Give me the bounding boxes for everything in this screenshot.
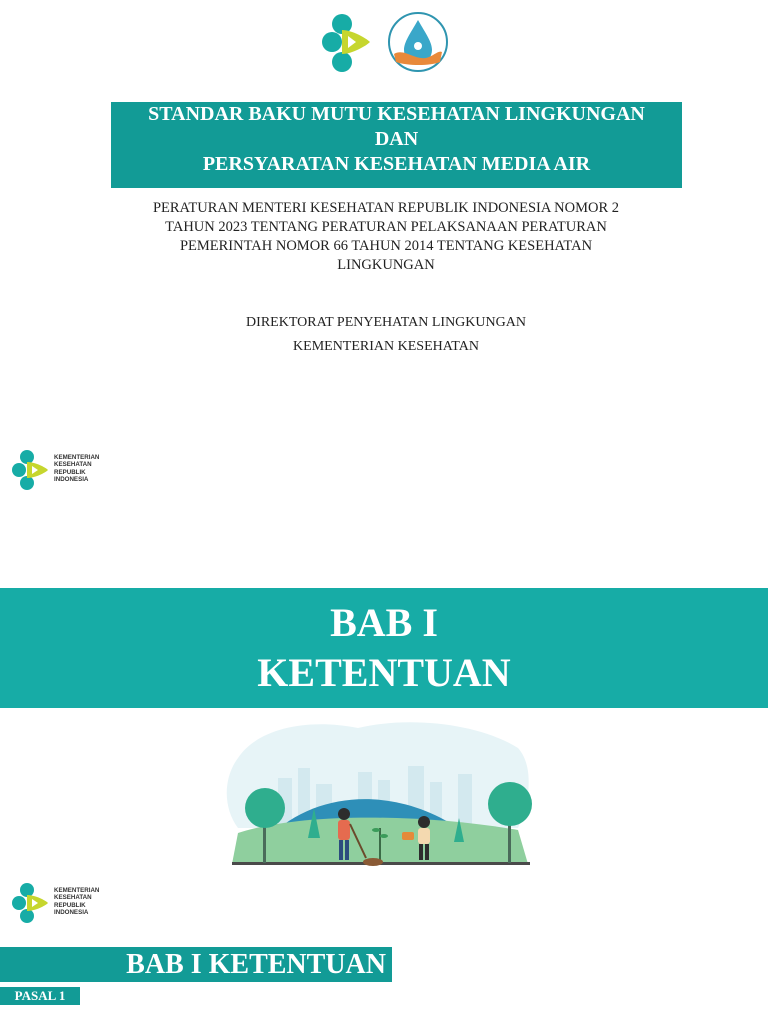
regulation-text — [120, 199, 652, 275]
logo-line: KESEHATAN — [54, 461, 92, 469]
logo-line: REPUBLIK — [54, 901, 86, 909]
logo-line: INDONESIA — [54, 909, 89, 917]
regulation-line-3: PEMERINTAH NOMOR 66 TAHUN 2014 TENTANG KESEHATAN — [179, 238, 593, 254]
logo-line: KEMENTERIAN — [54, 454, 100, 461]
logo-line: KEMENTERIAN — [54, 887, 100, 894]
chapter-number: BAB I — [330, 600, 438, 645]
directorate-name: DIREKTORAT PENYEHATAN LINGKUNGAN — [246, 315, 526, 330]
logo-line: INDONESIA — [54, 476, 89, 484]
section-title: BAB I KETENTUAN — [126, 949, 386, 980]
kemenkes-emblem-icon — [322, 14, 370, 72]
regulation-line-2: TAHUN 2023 TENTANG PERATURAN PELAKSANAAN PERATURAN — [165, 219, 607, 235]
regulation-line-4: LINGKUNGAN — [337, 257, 435, 273]
tree-planting-illustration — [218, 718, 538, 870]
regulation-line-1: PERATURAN MENTERI KESEHATAN REPUBLIK INDONESIA NOMOR 2 — [152, 200, 620, 216]
top-logos — [318, 10, 458, 76]
title-line-3: PERSYARATAN KESEHATAN MEDIA AIR — [202, 153, 591, 175]
kemenkes-emblem-icon — [10, 881, 52, 925]
kemenkes-logo-text — [54, 887, 99, 917]
title-line-1: STANDAR BAKU MUTU KESEHATAN LINGKUNGAN — [148, 103, 645, 125]
section-title-band — [0, 947, 392, 982]
logo-line: KESEHATAN — [54, 894, 92, 902]
title-band — [111, 102, 682, 188]
kemenkes-emblem-icon — [10, 448, 52, 492]
chapter-band — [0, 588, 768, 708]
water-drop-emblem-icon — [389, 13, 447, 71]
logo-line: REPUBLIK — [54, 468, 86, 476]
pasal-badge: PASAL 1 — [0, 987, 80, 1005]
kemenkes-logo — [10, 448, 110, 494]
kemenkes-logo — [10, 881, 110, 927]
chapter-title: KETENTUAN — [257, 650, 511, 695]
kemenkes-logo-text — [54, 454, 99, 484]
ministry-name: KEMENTERIAN KESEHATAN — [293, 339, 479, 354]
title-line-2: DAN — [374, 128, 419, 150]
